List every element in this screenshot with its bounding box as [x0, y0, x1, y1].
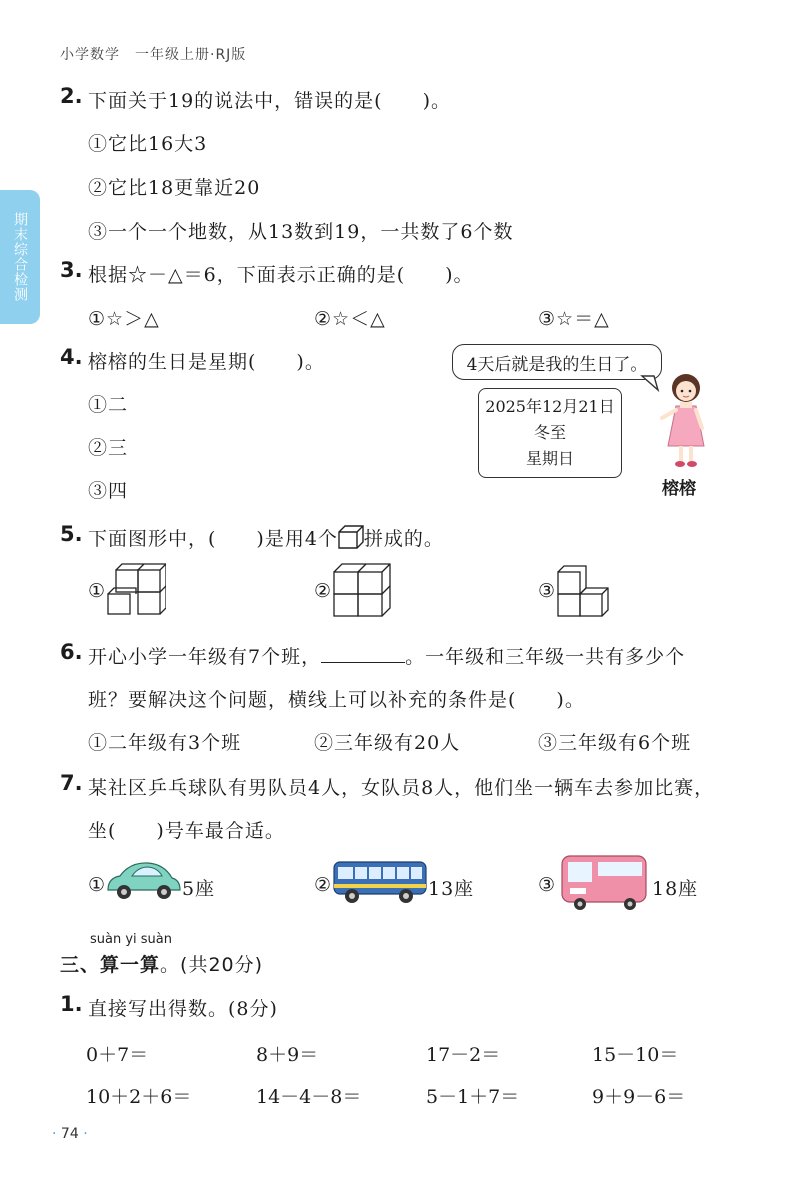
q6-number: 6. — [60, 640, 83, 664]
section3-title — [60, 950, 263, 977]
page-number: · 74 · — [52, 1126, 88, 1142]
calc-item: 0＋7＝ — [86, 1044, 149, 1066]
q3-option-1: ①☆＞△ — [88, 308, 160, 330]
calc-title: 直接写出得数。(8分) — [88, 998, 278, 1020]
q5-option-1-label: ① — [88, 580, 107, 602]
q5-stem — [88, 524, 444, 551]
calc-item: 17－2＝ — [426, 1044, 501, 1066]
q2-option-1: ①它比16大3 — [88, 133, 208, 155]
q6-line1-part2: 。一年级和三年级一共有多少个 — [405, 646, 686, 668]
q7-line1: 某社区乒乓球队有男队员4人，女队员8人，他们坐一辆车去参加比赛， — [88, 777, 715, 799]
calc-number: 1. — [60, 992, 83, 1016]
q7-option-2-label: ② — [314, 874, 333, 896]
q6-blank[interactable] — [321, 644, 405, 663]
q7-option-3-label: ③ — [538, 874, 557, 896]
q5-shape-2 — [330, 562, 392, 618]
side-tab-label: 期末综合检测 — [12, 212, 28, 302]
q5-option-3-label: ③ — [538, 580, 557, 602]
q3-option-2: ②☆＜△ — [314, 308, 386, 330]
q6-line1 — [88, 642, 685, 669]
calc-item: 9＋9－6＝ — [592, 1086, 686, 1108]
section-side-tab — [0, 190, 40, 324]
calc-item: 14－4－8＝ — [256, 1086, 362, 1108]
minibus-icon — [330, 856, 430, 906]
q3-stem: 根据☆－△＝6，下面表示正确的是( )。 — [88, 264, 474, 286]
calendar-card — [478, 388, 622, 478]
girl-name: 榕榕 — [662, 479, 696, 499]
q2-number: 2. — [60, 84, 83, 108]
bus-icon — [556, 852, 652, 912]
q3-option-3: ③☆＝△ — [538, 308, 610, 330]
calc-item: 8＋9＝ — [256, 1044, 319, 1066]
car-icon — [104, 858, 182, 902]
calc-item: 5－1＋7＝ — [426, 1086, 520, 1108]
q6-line2: 班？要解决这个问题，横线上可以补充的条件是( )。 — [88, 689, 585, 711]
q6-option-1: ①二年级有3个班 — [88, 732, 242, 754]
page-header: 小学数学 一年级上册·RJ版 — [60, 47, 247, 63]
q6-option-3: ③三年级有6个班 — [538, 732, 692, 754]
cube-icon — [338, 525, 364, 549]
section3-pinyin: suàn yi suàn — [90, 932, 173, 947]
q3-number: 3. — [60, 258, 83, 282]
q6-option-2: ②三年级有20人 — [314, 732, 461, 754]
q6-line1-part1: 开心小学一年级有7个班， — [88, 646, 322, 668]
q4-number: 4. — [60, 345, 83, 369]
speech-bubble — [452, 344, 662, 380]
q5-stem-part2: 拼成的。 — [363, 528, 444, 550]
calendar-festival: 冬至 — [533, 423, 566, 442]
q7-option-1-seats: 5座 — [182, 878, 216, 900]
q2-option-2: ②它比18更靠近20 — [88, 177, 261, 199]
page-number-value: 74 — [60, 1126, 79, 1142]
section3-title-score: 。(共20分) — [160, 954, 264, 976]
q4-option-2: ②三 — [88, 437, 129, 459]
q2-stem: 下面关于19的说法中，错误的是( )。 — [88, 90, 452, 112]
calc-item: 15－10＝ — [592, 1044, 679, 1066]
q5-shape-1 — [104, 562, 166, 616]
q5-stem-part1: 下面图形中，( )是用4个 — [88, 528, 338, 550]
q7-number: 7. — [60, 771, 83, 795]
q4-option-3: ③四 — [88, 480, 129, 502]
q7-option-3-seats: 18座 — [652, 878, 699, 900]
section3-title-main: 算一算 — [100, 954, 161, 976]
calc-item: 10＋2＋6＝ — [86, 1086, 192, 1108]
calendar-date: 2025年12月21日 — [485, 397, 615, 416]
q2-option-3: ③一个一个地数，从13数到19，一共数了6个数 — [88, 221, 514, 243]
q5-option-2-label: ② — [314, 580, 333, 602]
q4-option-1: ①二 — [88, 394, 129, 416]
q5-shape-3 — [554, 562, 612, 620]
q7-option-2-seats: 13座 — [428, 878, 475, 900]
q4-stem: 榕榕的生日是星期( )。 — [88, 351, 325, 373]
speech-bubble-text: 4天后就是我的生日了。 — [466, 354, 648, 375]
section3-title-prefix: 三、 — [60, 954, 101, 976]
q5-number: 5. — [60, 522, 83, 546]
q7-line2: 坐( )号车最合适。 — [88, 820, 285, 842]
calendar-weekday: 星期日 — [525, 449, 574, 468]
q7-option-1-label: ① — [88, 874, 107, 896]
girl-illustration — [650, 372, 720, 472]
